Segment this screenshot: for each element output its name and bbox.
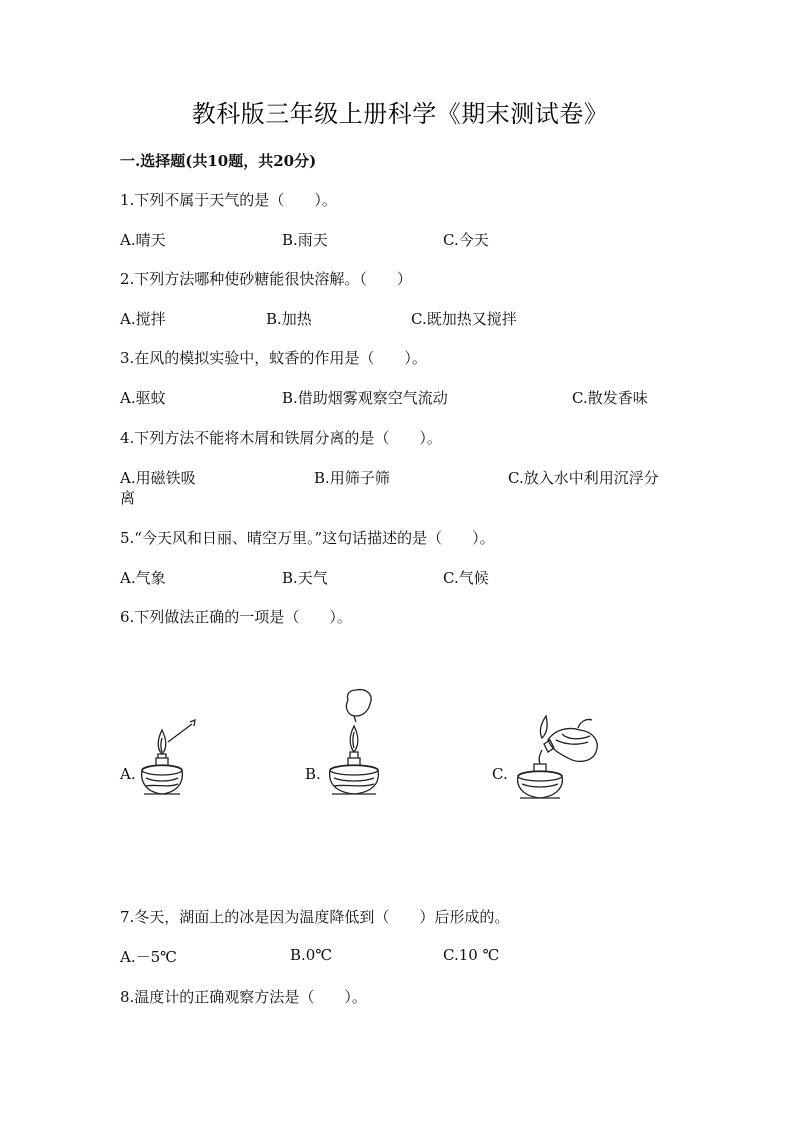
- q3-option-a[interactable]: A.驱蚊: [120, 389, 166, 407]
- q7-option-c[interactable]: C.10 ℃: [443, 946, 500, 964]
- q1-option-b[interactable]: B.雨天: [282, 231, 328, 249]
- q3-option-b[interactable]: B.借助烟雾观察空气流动: [282, 389, 448, 407]
- alcohol-lamp-lit-with-match-figure: [132, 712, 202, 802]
- q3-option-c[interactable]: C.散发香味: [572, 389, 648, 407]
- question-6: 6.下列做法正确的一项是（ ）。: [120, 608, 352, 626]
- question-4: 4.下列方法不能将木屑和铁屑分离的是（ ）。: [120, 429, 442, 447]
- question-1: 1.下列不属于天气的是（ ）。: [120, 191, 337, 209]
- question-8: 8.温度计的正确观察方法是（ ）。: [120, 988, 367, 1006]
- question-3: 3.在风的模拟实验中，蚊香的作用是（ ）。: [120, 349, 427, 367]
- q7-option-a[interactable]: A.－5℃: [120, 948, 177, 966]
- question-5: 5.“今天风和日丽、晴空万里。”这句话描述的是（ ）。: [120, 529, 495, 547]
- q5-option-a[interactable]: A.气象: [120, 569, 166, 587]
- q5-option-c[interactable]: C.气候: [443, 569, 489, 587]
- q6-option-b[interactable]: B.: [305, 765, 321, 783]
- q4-option-a[interactable]: A.用磁铁吸: [120, 469, 196, 487]
- alcohol-lamp-with-cap-figure: [318, 686, 393, 802]
- q2-option-b[interactable]: B.加热: [266, 310, 312, 328]
- q6-option-a[interactable]: A.: [120, 765, 136, 783]
- question-2: 2.下列方法哪种使砂糖能很快溶解。（ ）: [120, 270, 412, 288]
- page-title: 教科版三年级上册科学《期末测试卷》: [191, 100, 609, 128]
- q7-option-b[interactable]: B.0℃: [290, 946, 333, 964]
- q2-option-a[interactable]: A.搅拌: [120, 310, 166, 328]
- lamp-lighting-another-lamp-figure: [508, 710, 608, 802]
- q2-option-c[interactable]: C.既加热又搅拌: [411, 310, 517, 328]
- q4-option-b[interactable]: B.用筛子筛: [314, 469, 390, 487]
- q1-option-c[interactable]: C.今天: [443, 231, 489, 249]
- section-heading: 一.选择题(共10题，共20分): [120, 152, 317, 170]
- q4-option-c-wrap: 离: [120, 489, 136, 507]
- question-7: 7.冬天，湖面上的冰是因为温度降低到（ ）后形成的。: [120, 908, 510, 926]
- q4-option-c[interactable]: C.放入水中利用沉浮分: [508, 469, 659, 487]
- q6-option-c[interactable]: C.: [492, 765, 508, 783]
- q5-option-b[interactable]: B.天气: [282, 569, 328, 587]
- q1-option-a[interactable]: A.晴天: [120, 231, 166, 249]
